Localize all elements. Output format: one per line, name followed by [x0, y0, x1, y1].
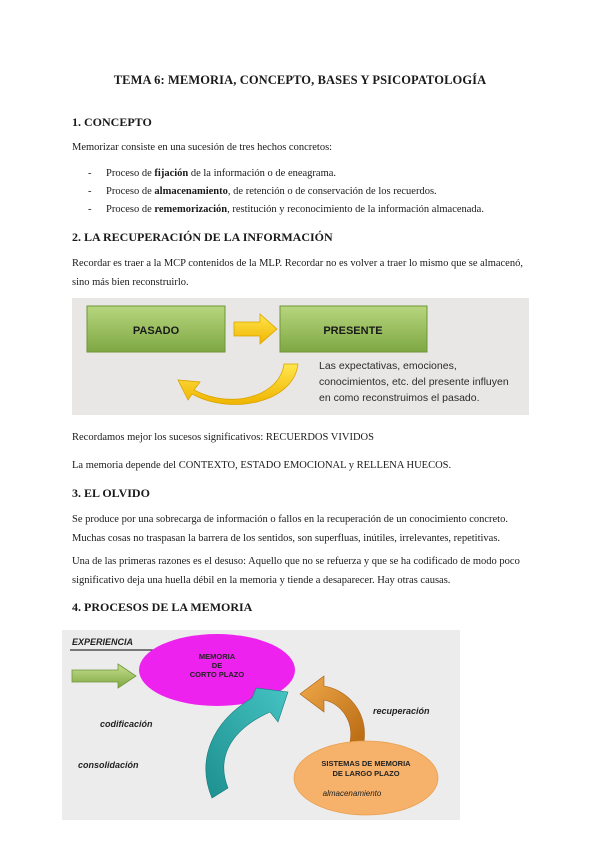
- mcp-label-line: DE: [211, 661, 223, 670]
- page-title: TEMA 6: MEMORIA, CONCEPTO, BASES Y PSICOPATOLOGÍA: [113, 73, 487, 87]
- mcp-label-line: CORTO PLAZO: [189, 670, 245, 679]
- figure-caption-line: conocimientos, etc. del presente influyen: [319, 376, 509, 388]
- presente-label: PRESENTE: [323, 325, 383, 337]
- section-heading-olvido: 3. EL OLVIDO: [72, 486, 150, 500]
- almacenamiento-label: almacenamiento: [322, 789, 382, 798]
- codificacion-label: codificación: [100, 719, 153, 729]
- paragraph: Recordamos mejor los sucesos significativos: RECUERDOS VIVIDOS: [72, 432, 374, 443]
- consolidacion-label: consolidación: [78, 760, 139, 770]
- pasado-label: PASADO: [132, 325, 180, 337]
- paragraph: Memorizar consiste en una sucesión de tres hechos concretos:: [72, 142, 333, 153]
- concept-list: [72, 165, 484, 219]
- list-item: - Proceso de fijación de la información o de eneagrama.: [72, 165, 484, 183]
- section-heading-recuperacion: 2. LA RECUPERACIÓN DE LA INFORMACIÓN: [72, 230, 333, 244]
- input-arrow-icon: [72, 664, 136, 688]
- retrieval-arrow-icon: [300, 676, 365, 742]
- mlp-label-line: DE LARGO PLAZO: [332, 769, 400, 778]
- right-arrow-icon: [234, 314, 277, 344]
- paragraph: Se produce por una sobrecarga de información o fallos en la recuperación de un conocimiento concreto. Muchas cosas no traspasan la barrera de los sentidos, son superfluas, inútiles, irrelevantes, repetitivas.: [72, 514, 508, 544]
- long-term-memory-ellipse: [294, 741, 438, 815]
- list-item: - Proceso de rememorización, restitución y reconocimiento de la información almacenada.: [72, 201, 484, 219]
- recuperacion-label: recuperación: [373, 706, 430, 716]
- curved-arrow-icon: [178, 364, 298, 404]
- paragraph: Una de las primeras razones es el desuso: Aquello que no se refuerza y que se ha codificado de modo poco significativo deja una huella débil en la memoria y tiende a desaparecer. Hay otras causas.: [72, 556, 520, 586]
- section-heading-procesos: 4. PROCESOS DE LA MEMORIA: [72, 600, 253, 614]
- list-item: - Proceso de almacenamiento, de retención o de conservación de los recuerdos.: [72, 183, 484, 201]
- paragraph: La memoria depende del CONTEXTO, ESTADO EMOCIONAL y RELLENA HUECOS.: [72, 460, 452, 471]
- section-heading-concepto: 1. CONCEPTO: [72, 115, 152, 129]
- figure-caption-line: Las expectativas, emociones,: [319, 360, 457, 372]
- memory-process-diagram: [62, 630, 460, 820]
- past-present-figure: [72, 298, 529, 415]
- mcp-label-line: MEMORIA: [198, 652, 236, 661]
- figure-caption-line: en como reconstruimos el pasado.: [319, 392, 480, 404]
- paragraph: Recordar es traer a la MCP contenidos de la MLP. Recordar no es volver a traer lo mismo que se almacenó, sino más bien reconstruirlo.: [72, 258, 523, 288]
- memory-process-figure: [62, 630, 460, 820]
- experiencia-label: EXPERIENCIA: [72, 637, 134, 647]
- mlp-label-line: SISTEMAS DE MEMORIA: [321, 759, 411, 768]
- past-present-diagram: [72, 298, 529, 415]
